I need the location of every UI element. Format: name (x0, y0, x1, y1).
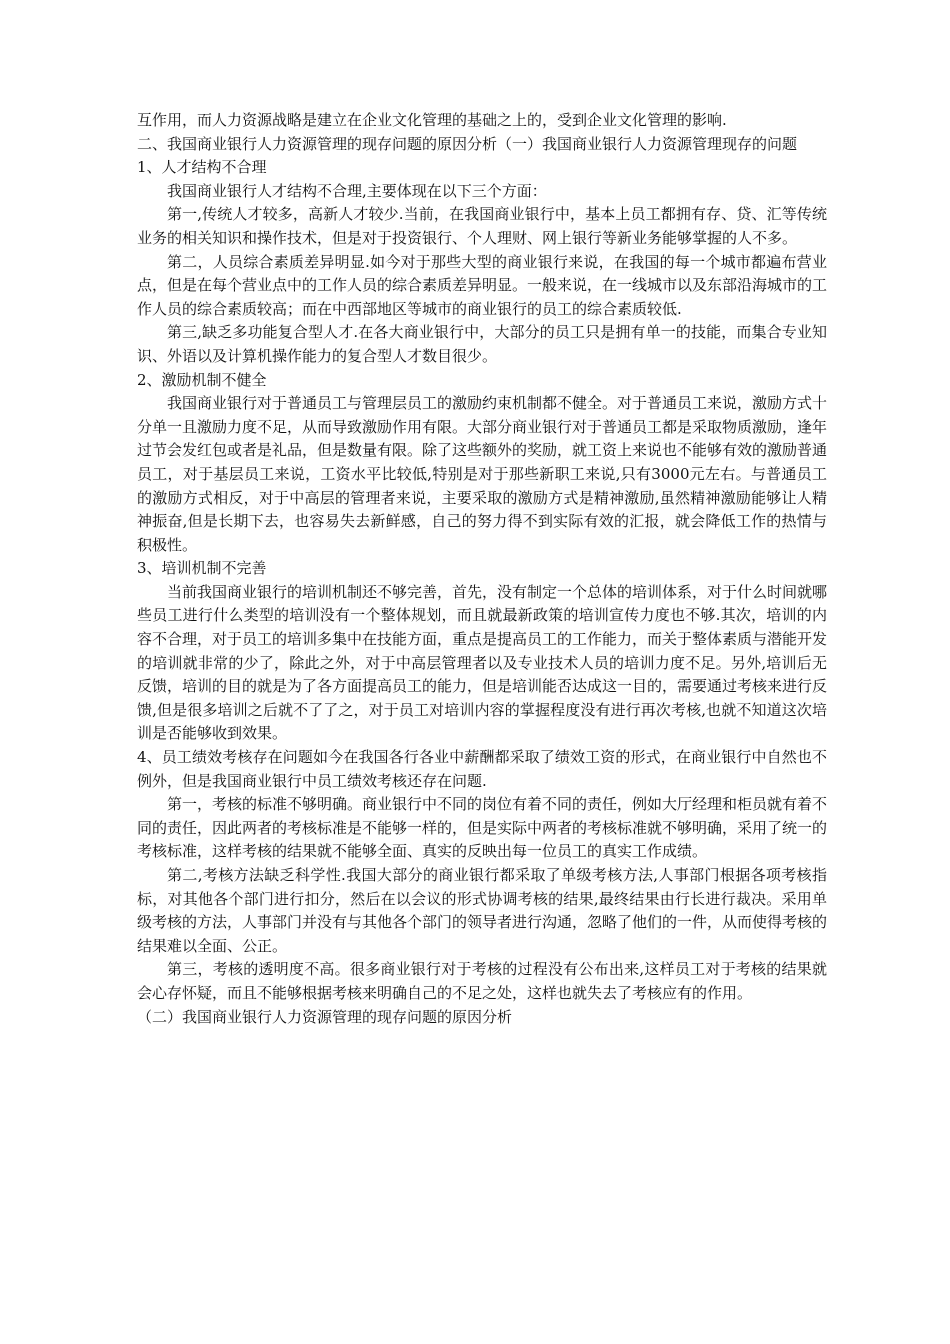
paragraph-talent-point-2: 第二，人员综合素质差异明显.如今对于那些大型的商业银行来说，在我国的每一个城市都遍布营业点，但是在每个营业点中的工作人员的综合素质差异明显。一般来说，在一线城市以及东部沿海城市的工作人员的综合素质较高；而在中西部地区等城市的商业银行的员工的综合素质较低. (137, 252, 828, 318)
paragraph-talent-point-3: 第三,缺乏多功能复合型人才.在各大商业银行中，大部分的员工只是拥有单一的技能，而集合专业知识、外语以及计算机操作能力的复合型人才数目很少。 (137, 323, 827, 365)
subheading-training-mechanism: 3、培训机制不完善 (137, 559, 267, 578)
paragraph-intro-continuation: 互作用，而人力资源战略是建立在企业文化管理的基础之上的，受到企业文化管理的影响. (137, 111, 727, 129)
section-heading-2: 二、我国商业银行人力资源管理的现存问题的原因分析（一）我国商业银行人力资源管理现存的问题 (137, 134, 798, 153)
paragraph-talent-point-1: 第一,传统人才较多，高新人才较少.当前，在我国商业银行中，基本上员工都拥有存、贷、汇等传统业务的相关知识和操作技术，但是对于投资银行、个人理财、网上银行等新业务能够掌握的人不多。 (137, 205, 827, 247)
paragraph-appraisal-point-1: 第一，考核的标准不够明确。商业银行中不同的岗位有着不同的责任，例如大厅经理和柜员就有着不同的责任，因此两者的考核标准是不能够一样的，但是实际中两者的考核标准就不够明确，采用了统一的考核标准，这样考核的结果就不能够全面、真实的反映出每一位员工的真实工作成绩。 (137, 795, 828, 861)
section-heading-cause-analysis: （二）我国商业银行人力资源管理的现存问题的原因分析 (137, 1007, 513, 1026)
paragraph-talent-structure-intro: 我国商业银行人才结构不合理,主要体现在以下三个方面： (167, 181, 547, 200)
subheading-performance-appraisal: 4、员工绩效考核存在问题如今在我国各行各业中薪酬都采取了绩效工资的形式，在商业银行中自然也不例外，但是我国商业银行中员工绩效考核还存在问题. (137, 748, 827, 790)
subheading-incentive-mechanism: 2、激励机制不健全 (137, 370, 267, 389)
paragraph-training: 当前我国商业银行的培训机制还不够完善，首先，没有制定一个总体的培训体系，对于什么时间就哪些员工进行什么类型的培训没有一个整体规划，而且就最新政策的培训宣传力度也不够.其次，培训的内容不合理，对于员工的培训多集中在技能方面，重点是提高员工的工作能力，而关于整体素质与潜能开发的培训就非常的少了，除此之外，对于中高层管理者以及专业技术人员的培训力度不足。另外,培训后无反馈，培训的目的就是为了各方面提高员工的能力，但是培训能否达成这一目的，需要通过考核来进行反馈,但是很多培训之后就不了了之，对于员工对培训内容的掌握程度没有进行再次考核,也就不知道这次培训是否能够收到效果。 (137, 582, 828, 743)
paragraph-appraisal-point-2: 第二,考核方法缺乏科学性.我国大部分的商业银行都采取了单级考核方法,人事部门根据各项考核指标，对其他各个部门进行扣分，然后在以会议的形式协调考核的结果,最终结果由行长进行裁决。采用单级考核的方法，人事部门并没有与其他各个部门的领导者进行沟通，忽略了他们的一件，从而使得考核的结果难以全面、公正。 (137, 866, 828, 955)
document-body (137, 109, 827, 1029)
paragraph-appraisal-point-3: 第三，考核的透明度不高。很多商业银行对于考核的过程没有公布出来,这样员工对于考核的结果就会心存怀疑，而且不能够根据考核来明确自己的不足之处，这样也就失去了考核应有的作用。 (137, 960, 827, 1002)
paragraph-incentive: 我国商业银行对于普通员工与管理层员工的激励约束机制都不健全。对于普通员工来说，激励方式十分单一且激励力度不足，从而导致激励作用有限。大部分商业银行对于普通员工都是采取物质激励，逢年过节会发红包或者是礼品，但是数量有限。除了这些额外的奖励，就工资上来说也不能够有效的激励普通员工，对于基层员工来说，工资水平比较低,特别是对于那些新职工来说,只有3000元左右。与普通员工的激励方式相反，对于中高层的管理者来说，主要采取的激励方式是精神激励,虽然精神激励能够让人精神振奋,但是长期下去，也容易失去新鲜感，自己的努力得不到实际有效的汇报，就会降低工作的热情与积极性。 (137, 394, 828, 554)
subheading-talent-structure: 1、人才结构不合理 (137, 158, 267, 177)
